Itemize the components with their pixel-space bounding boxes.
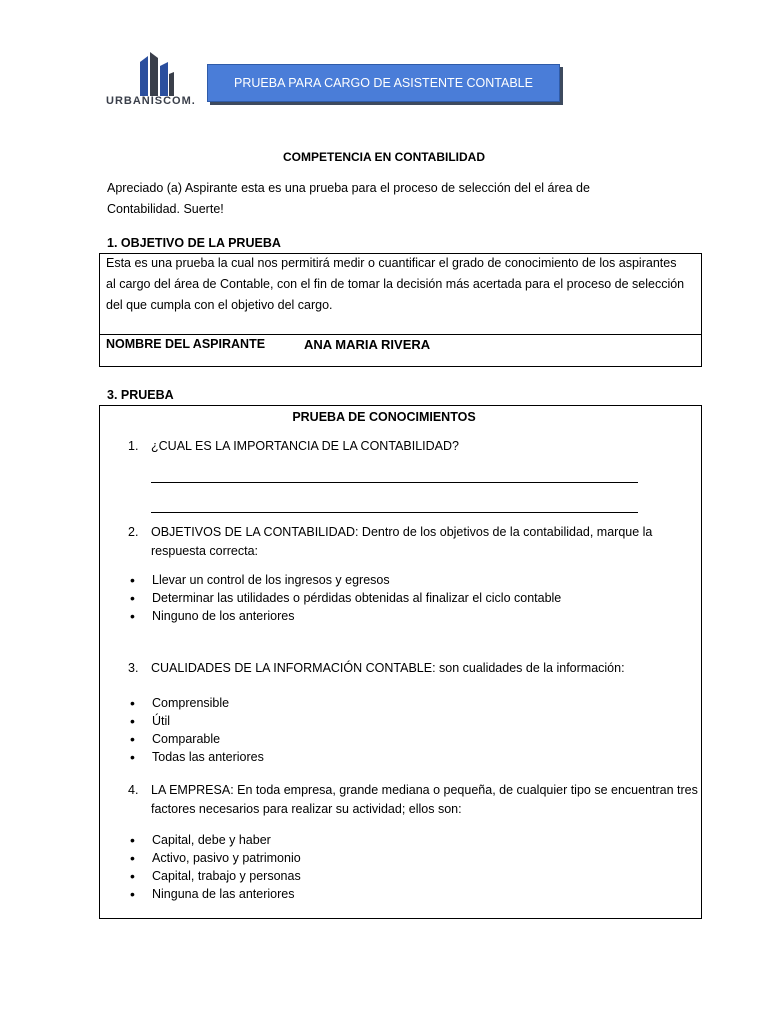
question-text-line-1: LA EMPRESA: En toda empresa, grande mediana o pequeña, de cualquier tipo se encuentran tres — [151, 783, 698, 797]
objective-box — [99, 253, 702, 367]
objective-line-2: al cargo del área de Contable, con el fin de tomar la decisión más acertada para el proceso de selección — [106, 277, 685, 291]
section-3-title: 3. PRUEBA — [107, 388, 174, 402]
question-number: 2. — [128, 525, 139, 539]
question-number: 4. — [128, 783, 139, 797]
option-item[interactable]: • Activo, pasivo y patrimonio — [130, 849, 301, 867]
question-text-line-2: respuesta correcta: — [151, 544, 258, 558]
option-item[interactable]: • Capital, debe y haber — [130, 831, 301, 849]
answer-line-2[interactable] — [151, 512, 638, 513]
question-3-options — [130, 694, 264, 766]
name-value: ANA MARIA RIVERA — [304, 337, 431, 352]
intro-line-2: Contabilidad. Suerte! — [107, 202, 224, 216]
question-number: 3. — [128, 661, 139, 675]
option-item[interactable]: • Ninguna de las anteriores — [130, 885, 301, 903]
objective-line-3: del que cumpla con el objetivo del cargo. — [106, 298, 333, 312]
option-item[interactable]: • Capital, trabajo y personas — [130, 867, 301, 885]
question-text-line-1: OBJETIVOS DE LA CONTABILIDAD: Dentro de los objetivos de la contabilidad, marque la — [151, 525, 653, 539]
question-text: CUALIDADES DE LA INFORMACIÓN CONTABLE: son cualidades de la información: — [151, 661, 625, 675]
intro-line-1: Apreciado (a) Aspirante esta es una prueba para el proceso de selección del el área de — [107, 181, 590, 195]
section-1-title: 1. OBJETIVO DE LA PRUEBA — [107, 236, 281, 250]
banner-title: PRUEBA PARA CARGO DE ASISTENTE CONTABLE — [234, 76, 533, 90]
company-logo — [106, 48, 204, 114]
objective-line-1: Esta es una prueba la cual nos permitirá medir o cuantificar el grado de conocimiento de los aspirantes — [106, 256, 677, 270]
option-item[interactable]: • Útil — [130, 712, 264, 730]
question-text-line-2: factores necesarios para realizar su actividad; ellos son: — [151, 802, 462, 816]
option-item[interactable]: • Comparable — [130, 730, 264, 748]
test-title: PRUEBA DE CONOCIMIENTOS — [292, 410, 476, 424]
title-banner — [207, 64, 560, 102]
answer-line-1[interactable] — [151, 482, 638, 483]
option-item[interactable]: • Determinar las utilidades o pérdidas obtenidas al finalizar el ciclo contable — [130, 589, 561, 607]
option-item[interactable]: • Comprensible — [130, 694, 264, 712]
option-item[interactable]: • Llevar un control de los ingresos y egresos — [130, 571, 561, 589]
option-item[interactable]: • Ninguno de los anteriores — [130, 607, 561, 625]
competency-title: COMPETENCIA EN CONTABILIDAD — [283, 150, 485, 164]
building-logo-icon — [136, 52, 176, 96]
question-2-options — [130, 571, 561, 625]
option-item[interactable]: • Todas las anteriores — [130, 748, 264, 766]
name-label: NOMBRE DEL ASPIRANTE — [106, 337, 266, 351]
logo-text: URBANISCOM. — [106, 95, 196, 107]
question-number: 1. — [128, 439, 139, 453]
question-4-options — [130, 831, 301, 903]
question-text: ¿CUAL ES LA IMPORTANCIA DE LA CONTABILIDAD? — [151, 439, 459, 453]
